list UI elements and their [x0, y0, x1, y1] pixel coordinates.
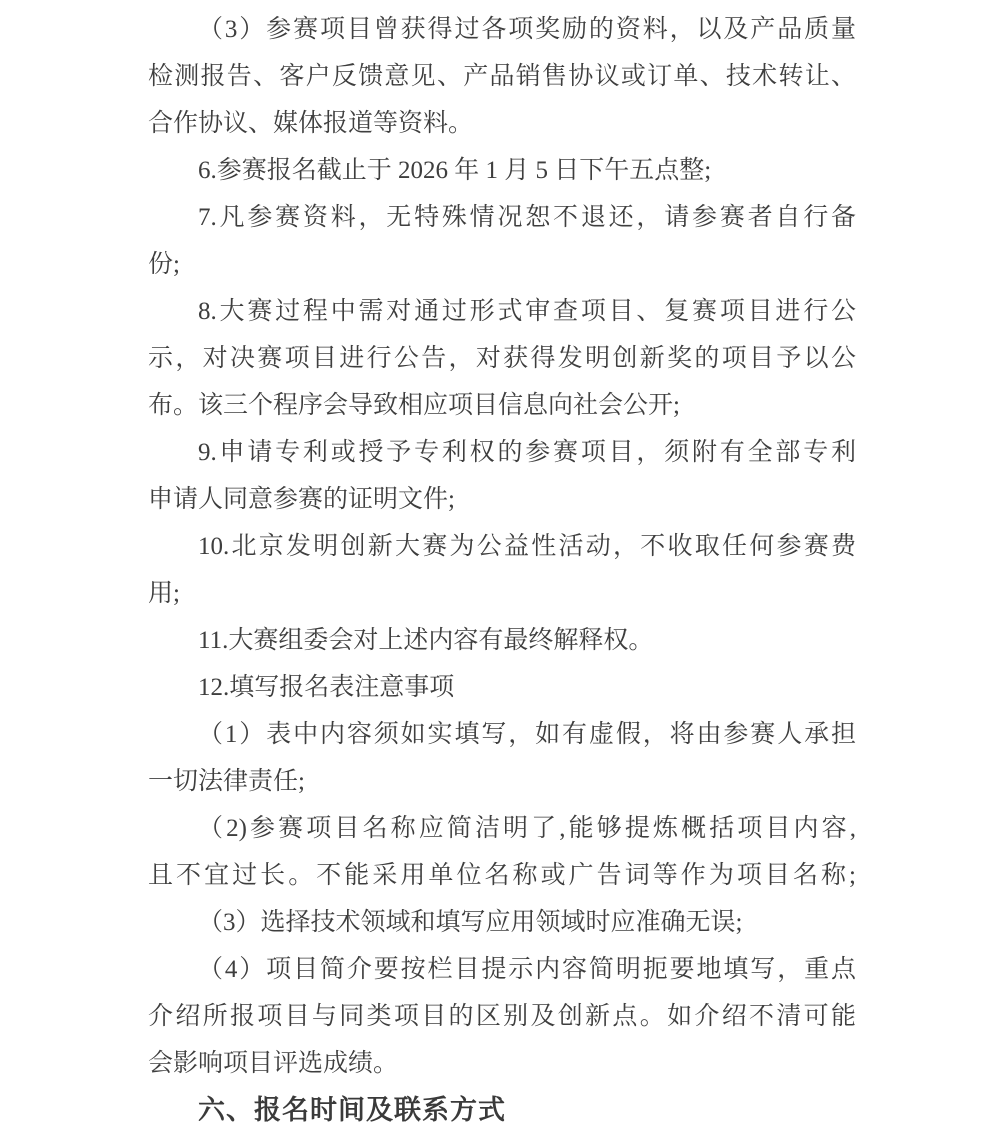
document-content — [148, 6, 856, 1134]
text-line: （1）表中内容须如实填写，如有虚假，将由参赛人承担 — [198, 721, 856, 748]
text-line: 11.大赛组委会对上述内容有最终解释权。 — [198, 627, 654, 654]
text-line: （3）选择技术领域和填写应用领域时应准确无误; — [198, 909, 743, 936]
text-line: 合作协议、媒体报道等资料。 — [148, 110, 474, 137]
text-line: 介绍所报项目与同类项目的区别及创新点。如介绍不清可能 — [148, 1003, 856, 1030]
text-line: （2)参赛项目名称应简洁明了,能够提炼概括项目内容, — [198, 815, 856, 842]
text-line: 用; — [148, 580, 180, 607]
text-line: 且不宜过长。不能采用单位名称或广告词等作为项目名称; — [148, 862, 856, 889]
section-heading: 六、报名时间及联系方式 — [198, 1095, 506, 1125]
text-line: 申请人同意参赛的证明文件; — [148, 486, 455, 513]
text-line: （3）参赛项目曾获得过各项奖励的资料，以及产品质量 — [198, 16, 856, 43]
text-line: 示，对决赛项目进行公告，对获得发明创新奖的项目予以公 — [148, 345, 856, 372]
text-line: 12.填写报名表注意事项 — [198, 674, 455, 701]
text-line: 10.北京发明创新大赛为公益性活动，不收取任何参赛费 — [198, 533, 856, 560]
text-line: 检测报告、客户反馈意见、产品销售协议或订单、技术转让、 — [148, 63, 856, 90]
text-line: 会影响项目评选成绩。 — [148, 1050, 399, 1077]
text-line: 布。该三个程序会导致相应项目信息向社会公开; — [148, 392, 680, 419]
text-line: 7.凡参赛资料，无特殊情况恕不退还，请参赛者自行备 — [198, 204, 856, 231]
text-line: 8.大赛过程中需对通过形式审查项目、复赛项目进行公 — [198, 298, 856, 325]
text-line: 份; — [148, 251, 180, 278]
text-line: 9.申请专利或授予专利权的参赛项目，须附有全部专利 — [198, 439, 856, 466]
text-line: 一切法律责任; — [148, 768, 305, 795]
text-line: 6.参赛报名截止于 2026 年 1 月 5 日下午五点整; — [198, 157, 712, 184]
text-line: （4）项目简介要按栏目提示内容简明扼要地填写，重点 — [198, 956, 856, 983]
